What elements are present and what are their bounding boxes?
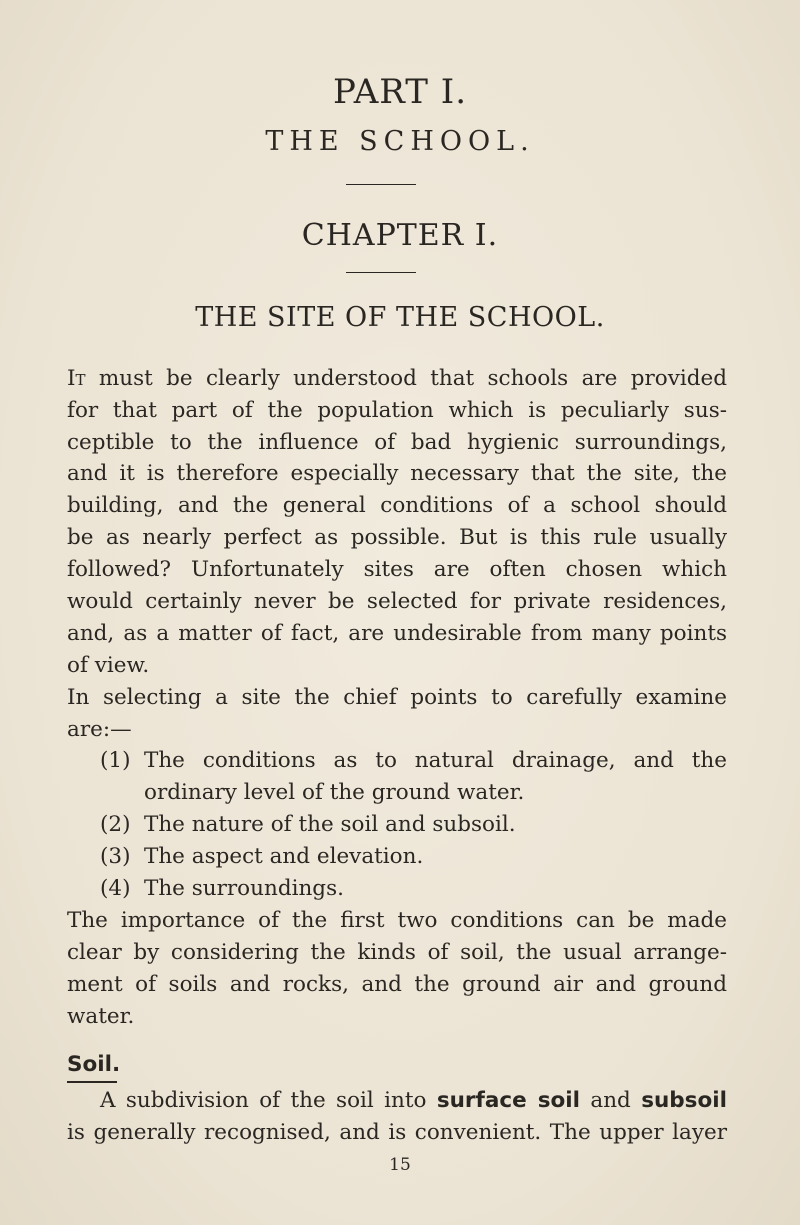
- emphasized-term: subsoil: [641, 1088, 727, 1113]
- body-text-line: [67, 368, 727, 390]
- list-item-text: ordinary level of the ground water.: [144, 780, 525, 805]
- body-text-segment: must be clearly understood that schools are provided: [98, 366, 727, 391]
- list-number: (2): [100, 812, 131, 837]
- body-text-line: The importance of the first two conditions can be made: [67, 908, 727, 933]
- body-text-line: is generally recognised, and is convenient. The upper layer: [67, 1120, 727, 1145]
- list-number: (1): [100, 748, 131, 773]
- body-text-line: for that part of the population which is peculiarly sus-: [67, 398, 727, 423]
- list-number: (4): [100, 876, 131, 901]
- body-text-line: ment of soils and rocks, and the ground air and ground: [67, 972, 727, 997]
- book-title: THE SCHOOL.: [265, 126, 535, 157]
- soil-subheading: Soil.: [67, 1052, 121, 1077]
- body-text-segment: and: [590, 1088, 631, 1113]
- body-text-line: water.: [67, 1004, 135, 1029]
- chapter-title: CHAPTER I.: [301, 218, 499, 253]
- subheading-underline: [67, 1081, 117, 1083]
- body-text-line: clear by considering the kinds of soil, the usual arrange-: [67, 940, 727, 965]
- body-text-line: are:—: [67, 717, 132, 742]
- list-item-text: The aspect and elevation.: [144, 844, 424, 869]
- list-number: (3): [100, 844, 131, 869]
- body-text-line: building, and the general conditions of a school should: [67, 493, 727, 518]
- list-item-text: The conditions as to natural drainage, and the: [144, 748, 727, 773]
- divider-rule: [346, 184, 416, 185]
- list-item-text: The surroundings.: [144, 876, 344, 901]
- body-text-line: and it is therefore especially necessary that the site, the: [67, 461, 727, 486]
- body-text-line: [100, 1090, 727, 1112]
- body-text-line: followed? Unfortunately sites are often chosen which: [67, 557, 727, 582]
- drop-lead-word: It: [67, 366, 86, 391]
- part-title: PART I.: [332, 72, 468, 112]
- body-text-line: and, as a matter of fact, are undesirable from many points: [67, 621, 727, 646]
- emphasized-term: surface soil: [436, 1088, 581, 1113]
- body-text-line: would certainly never be selected for private residences,: [67, 589, 727, 614]
- body-text-line: be as nearly perfect as possible. But is this rule usually: [67, 525, 727, 550]
- body-text-line: ceptible to the influence of bad hygienic surroundings,: [67, 430, 727, 455]
- divider-rule: [346, 272, 416, 273]
- body-text-line: In selecting a site the chief points to carefully examine: [67, 685, 727, 710]
- section-title: THE SITE OF THE SCHOOL.: [195, 302, 605, 333]
- body-text-segment: A subdivision of the soil into: [100, 1088, 427, 1113]
- list-item-text: The nature of the soil and subsoil.: [144, 812, 516, 837]
- page-number: 15: [389, 1155, 411, 1175]
- body-text-line: of view.: [67, 653, 150, 678]
